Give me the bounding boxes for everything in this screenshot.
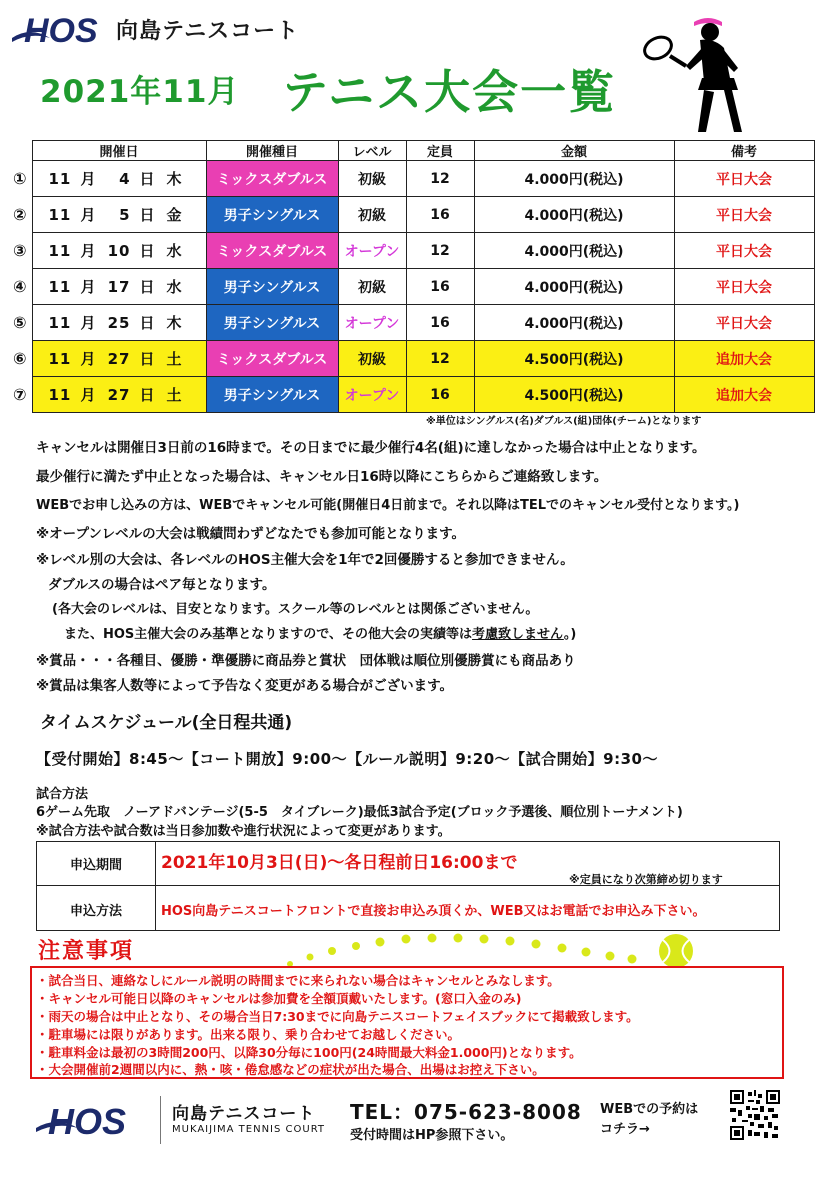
- table-footnote: ※単位はシングルス(名)ダブルス(組)団体(チーム)となります: [426, 416, 702, 427]
- note-open-level: ※オープンレベルの大会は戦績問わずどなたでも参加可能となります。: [36, 526, 465, 542]
- row-weekday: 木: [166, 170, 183, 188]
- note-doubles-rule: ダブルスの場合はペア毎となります。: [48, 577, 276, 593]
- row-capacity: 16: [406, 305, 474, 341]
- row-date: [32, 305, 206, 341]
- brand-name: 向島テニスコート: [116, 19, 300, 44]
- note-cancel: キャンセルは開催日3日前の16時まで。その日までに最少催行4名(組)に達しなかった場合は中止となります。: [36, 440, 706, 456]
- row-month: 11: [48, 278, 72, 296]
- footer-web-booking-line2[interactable]: コチラ→: [600, 1122, 650, 1137]
- row-day-unit: 日: [139, 314, 156, 332]
- row-number: ②: [12, 205, 27, 224]
- tennis-ball-icon: [659, 934, 693, 968]
- row-day: 10: [107, 242, 131, 260]
- row-level: 初級: [338, 341, 406, 377]
- row-fee: 4.000円(税込): [474, 233, 674, 269]
- apply-method-label: 申込方法: [69, 904, 122, 919]
- row-day-unit: 日: [139, 170, 156, 188]
- row-capacity: 16: [406, 269, 474, 305]
- table-row: [8, 377, 814, 413]
- row-level: オープン: [338, 305, 406, 341]
- note-level-basis: [64, 623, 576, 642]
- row-capacity: 16: [406, 377, 474, 413]
- row-date: [32, 161, 206, 197]
- note-level-basis-prefix: また、HOS主催大会のみ基準となりますので、その他大会の実績等は: [64, 627, 473, 642]
- row-weekday: 水: [166, 278, 183, 296]
- schedule-line: 【受付開始】8:45～【コート開放】9:00～【ルール説明】9:20～【試合開始】9:30～: [36, 750, 658, 768]
- row-month: 11: [48, 206, 72, 224]
- row-day: 27: [107, 350, 131, 368]
- row-number: ①: [12, 169, 27, 188]
- table-row: [8, 161, 814, 197]
- page-title: テニス大会一覧: [282, 65, 617, 119]
- match-method-line: 6ゲーム先取 ノーアドバンテージ(5-5 タイブレーク)最低3試合予定(ブロック予選後、順位別トーナメント): [36, 805, 683, 820]
- row-remark: 追加大会: [674, 377, 814, 413]
- row-day-unit: 日: [139, 350, 156, 368]
- footer-web-booking-line1: WEBでの予約は: [600, 1102, 699, 1117]
- row-month-unit: 月: [80, 350, 97, 368]
- table-row: [8, 305, 814, 341]
- row-day-unit: 日: [139, 386, 156, 404]
- row-weekday: 土: [166, 350, 183, 368]
- row-remark: 平日大会: [674, 197, 814, 233]
- header-fee: 金額: [474, 141, 674, 161]
- row-date: [32, 377, 206, 413]
- row-month: 11: [48, 386, 72, 404]
- note-prize-change: ※賞品は集客人数等によって予告なく変更がある場合がございます。: [36, 678, 454, 694]
- header-level: レベル: [338, 141, 406, 161]
- row-weekday: 金: [166, 206, 183, 224]
- row-date: [32, 197, 206, 233]
- apply-method-value: HOS向島テニスコートフロントで直接お申込み頂くか、WEB又はお電話でお申込み下さい。: [161, 904, 706, 919]
- row-type: ミックスダブルス: [206, 233, 338, 269]
- row-date: [32, 269, 206, 305]
- row-remark: 平日大会: [674, 161, 814, 197]
- footer-brand-en: MUKAIJIMA TENNIS COURT: [172, 1124, 326, 1135]
- header-type: 開催種目: [206, 141, 338, 161]
- row-day-unit: 日: [139, 242, 156, 260]
- header-capacity: 定員: [406, 141, 474, 161]
- caution-item: ・雨天の場合は中止となり、その場合当日7:30までに向島テニスコートフェイスブックにて掲載致します。: [36, 1009, 639, 1024]
- match-method-note: ※試合方法や試合数は当日参加数や進行状況によって変更があります。: [36, 824, 451, 839]
- row-month-unit: 月: [80, 278, 97, 296]
- row-day-unit: 日: [139, 278, 156, 296]
- row-type: 男子シングルス: [206, 197, 338, 233]
- caution-item: ・駐車場には限りがあります。出来る限り、乗り合わせてお越しください。: [36, 1027, 461, 1042]
- note-cancel-contact: 最少催行に満たず中止となった場合は、キャンセル日16時以降にこちらからご連絡致します。: [36, 469, 608, 485]
- hos-logo-text: HOS: [24, 12, 98, 50]
- row-number: ⑥: [12, 349, 27, 368]
- note-prize: ※賞品・・・各種目、優勝・準優勝に商品券と賞状 団体戦は順位別優勝賞にも商品あり: [36, 653, 576, 669]
- row-number: ⑤: [12, 313, 27, 332]
- match-method-heading: 試合方法: [36, 787, 89, 802]
- hos-logo: [10, 8, 110, 50]
- footer-logo-text: HOS: [48, 1101, 127, 1140]
- row-fee: 4.000円(税込): [474, 197, 674, 233]
- row-day: 27: [107, 386, 131, 404]
- row-day: 25: [107, 314, 131, 332]
- row-capacity: 12: [406, 233, 474, 269]
- row-type: ミックスダブルス: [206, 161, 338, 197]
- row-level: 初級: [338, 161, 406, 197]
- footer-tel[interactable]: TEL：075-623-8008: [350, 1100, 582, 1124]
- footer-brand-jp: 向島テニスコート: [172, 1104, 316, 1124]
- row-remark: 平日大会: [674, 233, 814, 269]
- caution-item: ・試合当日、連絡なしにルール説明の時間までに来られない場合はキャンセルとみなします。: [36, 973, 560, 988]
- row-level: オープン: [338, 233, 406, 269]
- row-type: ミックスダブルス: [206, 341, 338, 377]
- row-level: 初級: [338, 269, 406, 305]
- tennis-player-silhouette: [638, 8, 758, 138]
- title-date: 2021年11月: [40, 74, 240, 110]
- row-day: 4: [119, 170, 131, 188]
- tournament-table: [8, 140, 815, 413]
- row-day: 17: [107, 278, 131, 296]
- row-month-unit: 月: [80, 242, 97, 260]
- row-remark: 平日大会: [674, 305, 814, 341]
- caution-item: ・駐車料金は最初の3時間200円、以降30分毎に100円(24時間最大料金1.000円)となります。: [36, 1045, 582, 1060]
- note-level-guide: (各大会のレベルは、目安となります。スクール等のレベルとは関係ございません。: [52, 602, 539, 617]
- row-weekday: 水: [166, 242, 183, 260]
- row-date: [32, 341, 206, 377]
- row-fee: 4.500円(税込): [474, 377, 674, 413]
- row-day: 5: [119, 206, 131, 224]
- row-day-unit: 日: [139, 206, 156, 224]
- row-fee: 4.000円(税込): [474, 161, 674, 197]
- row-weekday: 木: [166, 314, 183, 332]
- row-level: 初級: [338, 197, 406, 233]
- header-remark: 備考: [674, 141, 814, 161]
- apply-period-value: 2021年10月3日(日)～各日程前日16:00まで: [161, 853, 518, 873]
- footer-hours: 受付時間はHP参照下さい。: [350, 1128, 514, 1143]
- row-month-unit: 月: [80, 314, 97, 332]
- table-row: [8, 269, 814, 305]
- row-month-unit: 月: [80, 170, 97, 188]
- row-level: オープン: [338, 377, 406, 413]
- row-remark: 平日大会: [674, 269, 814, 305]
- note-web-cancel: WEBでお申し込みの方は、WEBでキャンセル可能(開催日4日前まで。それ以降はTELでのキャンセル受付となります。): [36, 498, 740, 513]
- header-no: [8, 141, 32, 161]
- table-row: [8, 341, 814, 377]
- schedule-heading: タイムスケジュール(全日程共通): [40, 713, 293, 733]
- row-month: 11: [48, 314, 72, 332]
- row-month: 11: [48, 170, 72, 188]
- row-month: 11: [48, 242, 72, 260]
- application-box: [36, 841, 780, 931]
- row-fee: 4.000円(税込): [474, 269, 674, 305]
- apply-period-label: 申込期間: [69, 858, 122, 873]
- table-row: [8, 233, 814, 269]
- table-header-row: [8, 141, 814, 161]
- row-type: 男子シングルス: [206, 305, 338, 341]
- row-type: 男子シングルス: [206, 377, 338, 413]
- row-number: ③: [12, 241, 27, 260]
- qr-code-icon[interactable]: [730, 1090, 780, 1140]
- application-divider-vertical: [155, 842, 156, 930]
- footer-hos-logo: [34, 1100, 150, 1140]
- caution-item: ・キャンセル可能日以降のキャンセルは参加費を全額頂戴いたします。(窓口入金のみ): [36, 991, 522, 1006]
- row-capacity: 12: [406, 341, 474, 377]
- row-capacity: 16: [406, 197, 474, 233]
- caution-heading: 注意事項: [38, 939, 135, 964]
- row-date: [32, 233, 206, 269]
- caution-item: ・大会開催前2週間以内に、熱・咳・倦怠感などの症状が出た場合、出場はお控え下さい。: [36, 1062, 545, 1077]
- row-remark: 追加大会: [674, 341, 814, 377]
- row-capacity: 12: [406, 161, 474, 197]
- note-level-rule: ※レベル別の大会は、各レベルのHOS主催大会を1年で2回優勝すると参加できません。: [36, 552, 574, 568]
- row-number: ⑦: [12, 385, 27, 404]
- row-month-unit: 月: [80, 386, 97, 404]
- note-level-basis-underlined: 考慮致しません: [472, 627, 564, 642]
- note-level-basis-suffix: 。): [563, 627, 577, 642]
- caution-box: [30, 966, 784, 1079]
- row-fee: 4.500円(税込): [474, 341, 674, 377]
- row-fee: 4.000円(税込): [474, 305, 674, 341]
- row-month: 11: [48, 350, 72, 368]
- row-weekday: 土: [166, 386, 183, 404]
- row-number: ④: [12, 277, 27, 296]
- row-month-unit: 月: [80, 206, 97, 224]
- footer-divider: [160, 1096, 161, 1144]
- header-date: 開催日: [32, 141, 206, 161]
- table-row: [8, 197, 814, 233]
- apply-period-note: ※定員になり次第締め切ります: [569, 873, 723, 886]
- row-type: 男子シングルス: [206, 269, 338, 305]
